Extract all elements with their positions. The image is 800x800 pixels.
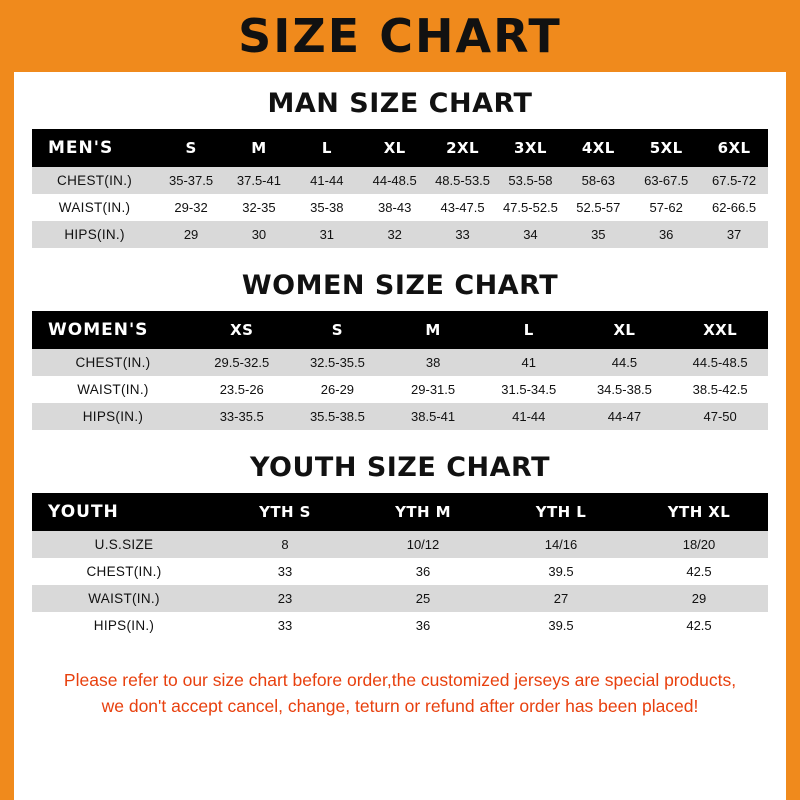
man-r1-c6: 47.5-52.5	[496, 194, 564, 221]
man-r0-c0: CHEST(IN.)	[32, 167, 157, 194]
man-r2-c5: 33	[429, 221, 497, 248]
man-r2-c8: 36	[632, 221, 700, 248]
table-header-row	[32, 129, 768, 167]
man-header-cell-5: 2XL	[429, 129, 497, 167]
table-row	[32, 349, 768, 376]
man-r1-c3: 35-38	[293, 194, 361, 221]
table-row	[32, 612, 768, 639]
youth-r2-c4: 29	[630, 585, 768, 612]
table-row	[32, 194, 768, 221]
table-row	[32, 167, 768, 194]
youth-size-table	[32, 493, 768, 639]
footer-line-2: we don't accept cancel, change, teturn or refund after order has been placed!	[101, 696, 699, 717]
table-row	[32, 403, 768, 430]
man-table-head	[32, 129, 768, 167]
youth-r1-c1: 33	[216, 558, 354, 585]
youth-r3-c4: 42.5	[630, 612, 768, 639]
man-r1-c4: 38-43	[361, 194, 429, 221]
table-row	[32, 585, 768, 612]
table-header-row	[32, 493, 768, 531]
man-header-cell-6: 3XL	[496, 129, 564, 167]
man-r0-c5: 48.5-53.5	[429, 167, 497, 194]
man-r2-c4: 32	[361, 221, 429, 248]
women-r1-c2: 26-29	[290, 376, 386, 403]
man-r2-c9: 37	[700, 221, 768, 248]
table-row	[32, 376, 768, 403]
man-r0-c2: 37.5-41	[225, 167, 293, 194]
man-header-cell-2: M	[225, 129, 293, 167]
women-r0-c2: 32.5-35.5	[290, 349, 386, 376]
man-header-cell-8: 5XL	[632, 129, 700, 167]
women-r0-c1: 29.5-32.5	[194, 349, 290, 376]
youth-table-head	[32, 493, 768, 531]
man-r0-c8: 63-67.5	[632, 167, 700, 194]
man-header-cell-3: L	[293, 129, 361, 167]
table-header-row	[32, 311, 768, 349]
youth-r1-c0: CHEST(IN.)	[32, 558, 216, 585]
man-section-title: MAN SIZE CHART	[267, 88, 533, 119]
content	[14, 88, 786, 720]
man-r1-c2: 32-35	[225, 194, 293, 221]
man-r0-c6: 53.5-58	[496, 167, 564, 194]
youth-r0-c0: U.S.SIZE	[32, 531, 216, 558]
man-r2-c1: 29	[157, 221, 225, 248]
man-r1-c0: WAIST(IN.)	[32, 194, 157, 221]
women-header-cell-6: XXL	[672, 311, 768, 349]
youth-r0-c3: 14/16	[492, 531, 630, 558]
youth-header-cell-1: YTH S	[216, 493, 354, 531]
women-r2-c4: 41-44	[481, 403, 577, 430]
women-header-cell-5: XL	[577, 311, 673, 349]
youth-r0-c1: 8	[216, 531, 354, 558]
man-r1-c5: 43-47.5	[429, 194, 497, 221]
youth-header-cell-4: YTH XL	[630, 493, 768, 531]
women-r0-c4: 41	[481, 349, 577, 376]
youth-r1-c4: 42.5	[630, 558, 768, 585]
man-r1-c1: 29-32	[157, 194, 225, 221]
man-r2-c0: HIPS(IN.)	[32, 221, 157, 248]
man-r1-c7: 52.5-57	[564, 194, 632, 221]
man-header-cell-7: 4XL	[564, 129, 632, 167]
women-table-body	[32, 349, 768, 430]
women-r0-c3: 38	[385, 349, 481, 376]
man-r2-c3: 31	[293, 221, 361, 248]
footer-line-1: Please refer to our size chart before order,the customized jerseys are special products,	[63, 670, 737, 690]
youth-r1-c2: 36	[354, 558, 492, 585]
youth-header-cell-2: YTH M	[354, 493, 492, 531]
women-header-cell-1: XS	[194, 311, 290, 349]
man-r0-c9: 67.5-72	[700, 167, 768, 194]
youth-header-cell-3: YTH L	[492, 493, 630, 531]
women-r1-c6: 38.5-42.5	[672, 376, 768, 403]
women-r0-c5: 44.5	[577, 349, 673, 376]
youth-r2-c3: 27	[492, 585, 630, 612]
women-table-head	[32, 311, 768, 349]
youth-table-body	[32, 531, 768, 639]
women-r2-c3: 38.5-41	[385, 403, 481, 430]
man-size-table	[32, 129, 768, 248]
women-r2-c5: 44-47	[577, 403, 673, 430]
man-r1-c9: 62-66.5	[700, 194, 768, 221]
women-section-title: WOMEN SIZE CHART	[241, 270, 559, 301]
youth-header-cell-0: YOUTH	[32, 493, 216, 531]
women-r2-c0: HIPS(IN.)	[32, 403, 194, 430]
women-header-cell-0: WOMEN'S	[32, 311, 194, 349]
man-r2-c2: 30	[225, 221, 293, 248]
youth-r3-c0: HIPS(IN.)	[32, 612, 216, 639]
women-r2-c6: 47-50	[672, 403, 768, 430]
man-r1-c8: 57-62	[632, 194, 700, 221]
man-r2-c6: 34	[496, 221, 564, 248]
women-header-cell-3: M	[385, 311, 481, 349]
page-title: SIZE CHART	[238, 9, 562, 63]
women-header-cell-2: S	[290, 311, 386, 349]
man-header-cell-1: S	[157, 129, 225, 167]
youth-r0-c2: 10/12	[354, 531, 492, 558]
women-size-table	[32, 311, 768, 430]
man-header-cell-9: 6XL	[700, 129, 768, 167]
table-row	[32, 558, 768, 585]
youth-r1-c3: 39.5	[492, 558, 630, 585]
women-header-cell-4: L	[481, 311, 577, 349]
man-r0-c1: 35-37.5	[157, 167, 225, 194]
banner	[14, 0, 786, 72]
man-r0-c4: 44-48.5	[361, 167, 429, 194]
youth-r3-c3: 39.5	[492, 612, 630, 639]
table-row	[32, 221, 768, 248]
man-r0-c7: 58-63	[564, 167, 632, 194]
women-r2-c2: 35.5-38.5	[290, 403, 386, 430]
youth-r3-c1: 33	[216, 612, 354, 639]
women-r2-c1: 33-35.5	[194, 403, 290, 430]
women-r1-c5: 34.5-38.5	[577, 376, 673, 403]
youth-r2-c1: 23	[216, 585, 354, 612]
women-r0-c0: CHEST(IN.)	[32, 349, 194, 376]
youth-r2-c0: WAIST(IN.)	[32, 585, 216, 612]
man-header-cell-4: XL	[361, 129, 429, 167]
footer-notice	[32, 657, 768, 720]
women-r1-c4: 31.5-34.5	[481, 376, 577, 403]
youth-section-title: YOUTH SIZE CHART	[249, 452, 551, 483]
women-r1-c3: 29-31.5	[385, 376, 481, 403]
man-header-cell-0: MEN'S	[32, 129, 157, 167]
youth-r3-c2: 36	[354, 612, 492, 639]
man-table-body	[32, 167, 768, 248]
man-r0-c3: 41-44	[293, 167, 361, 194]
youth-r0-c4: 18/20	[630, 531, 768, 558]
table-row	[32, 531, 768, 558]
women-r1-c0: WAIST(IN.)	[32, 376, 194, 403]
women-r0-c6: 44.5-48.5	[672, 349, 768, 376]
youth-r2-c2: 25	[354, 585, 492, 612]
man-r2-c7: 35	[564, 221, 632, 248]
women-r1-c1: 23.5-26	[194, 376, 290, 403]
